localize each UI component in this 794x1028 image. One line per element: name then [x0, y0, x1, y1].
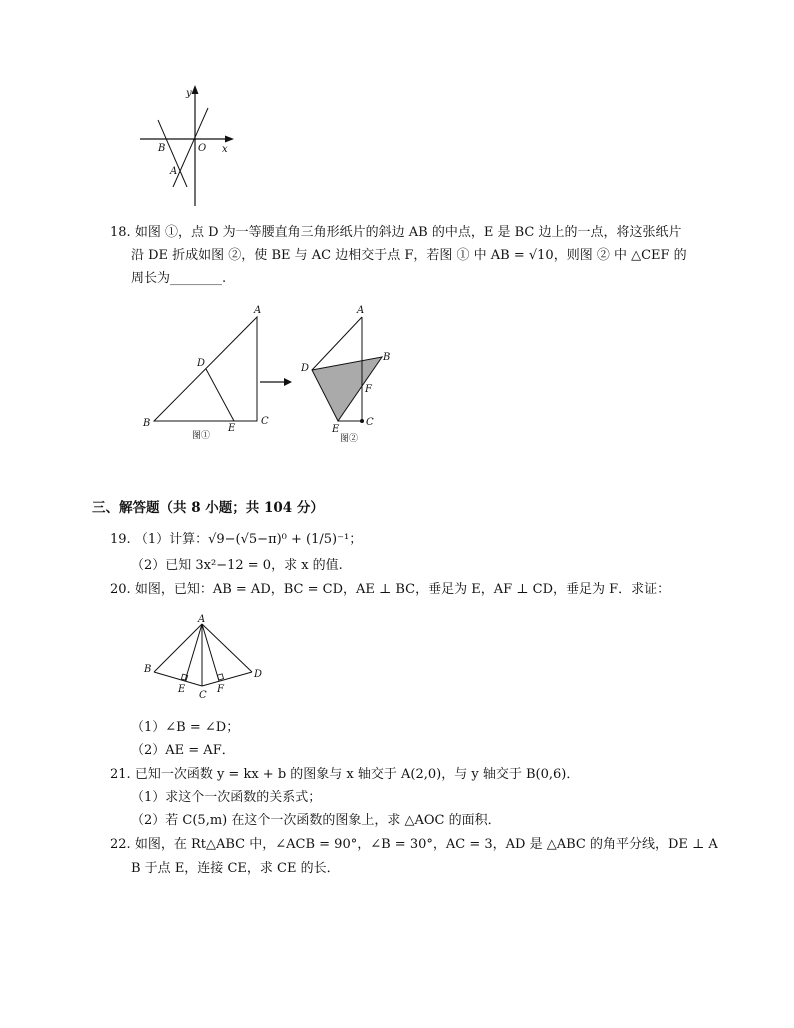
q19-line-1 [110, 531, 362, 549]
q22-text-1: 如图，在 Rt△ABC 中，∠ACB = 90°，∠B = 30°，AC = 3，AD 是 △ABC 的角平分线，DE ⊥ A [134, 837, 718, 852]
q21-number: 21. [110, 767, 131, 782]
caption-fig2: 图② [340, 434, 359, 444]
label-c: C [199, 690, 207, 701]
q19-number: 19. [110, 532, 131, 547]
label-b: B [144, 664, 152, 675]
x-axis-arrow [225, 136, 234, 143]
q18-line-3: 周长为________. [131, 271, 227, 286]
q18-text-1: 如图 ①，点 D 为一等腰直角三角形纸片的斜边 AB 的中点，E 是 BC 边上的一点，将这张纸片 [134, 225, 682, 240]
y-axis-arrow [192, 85, 199, 94]
triangle-abc [154, 317, 257, 421]
label-d: D [254, 669, 263, 680]
q20-number: 20. [110, 582, 131, 597]
arrow-right-icon [258, 376, 294, 388]
q21-part-2: （2）若 C(5,m) 在这个一次函数的图象上，求 △AOC 的面积． [131, 813, 501, 828]
label-a: A [170, 166, 178, 177]
segment-de [206, 369, 234, 421]
q20-line-1 [110, 581, 670, 599]
figure-18-right [296, 300, 406, 450]
label-x: x [222, 144, 228, 155]
q18-line-1 [110, 224, 681, 242]
q18-line-2: 沿 DE 折成如图 ②，使 BE 与 AC 边相交于点 F，若图 ① 中 AB = √10，则图 ② 中 △CEF 的 [131, 248, 687, 263]
right-angle-mark-e [181, 674, 187, 680]
label-c: C [261, 416, 269, 427]
q20-part-1: （1）∠B = ∠D； [131, 720, 240, 735]
label-e: E [332, 424, 340, 435]
label-e: E [228, 423, 236, 434]
figure-20 [140, 614, 270, 704]
label-y: y [186, 88, 192, 99]
q18-number: 18. [110, 225, 131, 240]
section-heading: 三、解答题（共 8 小题；共 104 分） [92, 500, 324, 516]
q20-stem: 如图，已知：AB = AD，BC = CD，AE ⊥ BC，垂足为 E，AF ⊥ CD，垂足为 F．求证： [134, 582, 671, 597]
q19-part-2: （2）已知 3x²−12 = 0，求 x 的值. [131, 558, 343, 573]
caption-fig1: 图① [192, 431, 211, 441]
q22-number: 22. [110, 837, 131, 852]
label-a: A [198, 614, 206, 625]
figure-18-left [140, 300, 280, 445]
q22-line-2: B 于点 E，连接 CE，求 CE 的长． [131, 861, 340, 876]
label-b: B [383, 352, 391, 363]
label-c: C [366, 417, 374, 428]
figure-coordinate-lines [130, 80, 250, 215]
label-a: A [357, 305, 365, 316]
q21-stem: 已知一次函数 y = kx + b 的图象与 x 轴交于 A(2,0)，与 y 轴交于 B(0,6)． [134, 767, 580, 782]
q22-line-1 [110, 836, 718, 854]
q21-part-1: （1）求这个一次函数的关系式； [131, 790, 322, 805]
label-f: F [217, 684, 224, 695]
label-a: A [254, 305, 262, 316]
q21-line-1 [110, 766, 579, 784]
label-o: O [198, 143, 207, 154]
label-f: F [365, 384, 372, 395]
label-d: D [301, 363, 310, 374]
label-d: D [197, 358, 206, 369]
label-b: B [158, 143, 166, 154]
q20-part-2: （2）AE = AF． [131, 743, 235, 758]
q19-part-1: （1）计算：√9−(√5−π)⁰ + (1/5)⁻¹； [134, 532, 363, 547]
label-e: E [178, 684, 186, 695]
label-b: B [143, 418, 151, 429]
point-c [360, 419, 364, 423]
